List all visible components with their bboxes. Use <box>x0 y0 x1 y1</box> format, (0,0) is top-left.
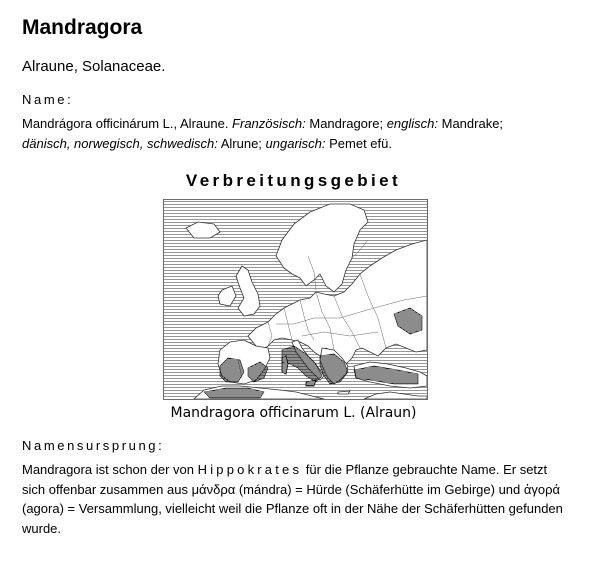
english-name: Mandrake; <box>438 116 504 131</box>
origin-author: Hippokrates <box>197 462 303 477</box>
figure-caption: Mandragora officinarum L. (Alraun) <box>170 405 417 421</box>
distribution-map-image <box>164 200 427 399</box>
name-section-label: Name: <box>22 92 74 107</box>
botanical-name: Mandrágora officinárum L., Alraune. <box>22 116 233 131</box>
scandinavian-label: dänisch, norwegisch, schwedisch: <box>22 135 218 151</box>
origin-paragraph <box>22 460 567 538</box>
figure-title: Verbreitungsgebiet <box>185 171 402 190</box>
origin-text-rest: für die Pflanze gebrauchte Name. Er setzt sich offenbar zusammen aus μάνδρα (mándra) = Hürde (Schäferhütte im Gebirge) und ἀγορά (agora) = Versammlung, vielleicht weil die Pflanze oft in der Nähe der Schäferhütten gefunden wurde. <box>22 462 563 536</box>
origin-section-label: Namensursprung: <box>22 438 165 453</box>
hungarian-name: Pemet efü. <box>325 135 392 151</box>
scandinavian-name: Alrune; <box>217 135 266 151</box>
hungarian-label: ungarisch: <box>265 135 326 151</box>
page-subtitle: Alraune, Solanaceae. <box>22 58 166 75</box>
origin-text-start: Mandragora ist schon der von <box>22 462 198 477</box>
french-label: Französisch: <box>232 116 306 131</box>
french-name: Mandragore; <box>305 116 387 131</box>
name-paragraph <box>22 114 574 153</box>
distribution-map <box>163 199 428 400</box>
page-title: Mandragora <box>22 16 143 39</box>
english-label: englisch: <box>386 116 438 131</box>
